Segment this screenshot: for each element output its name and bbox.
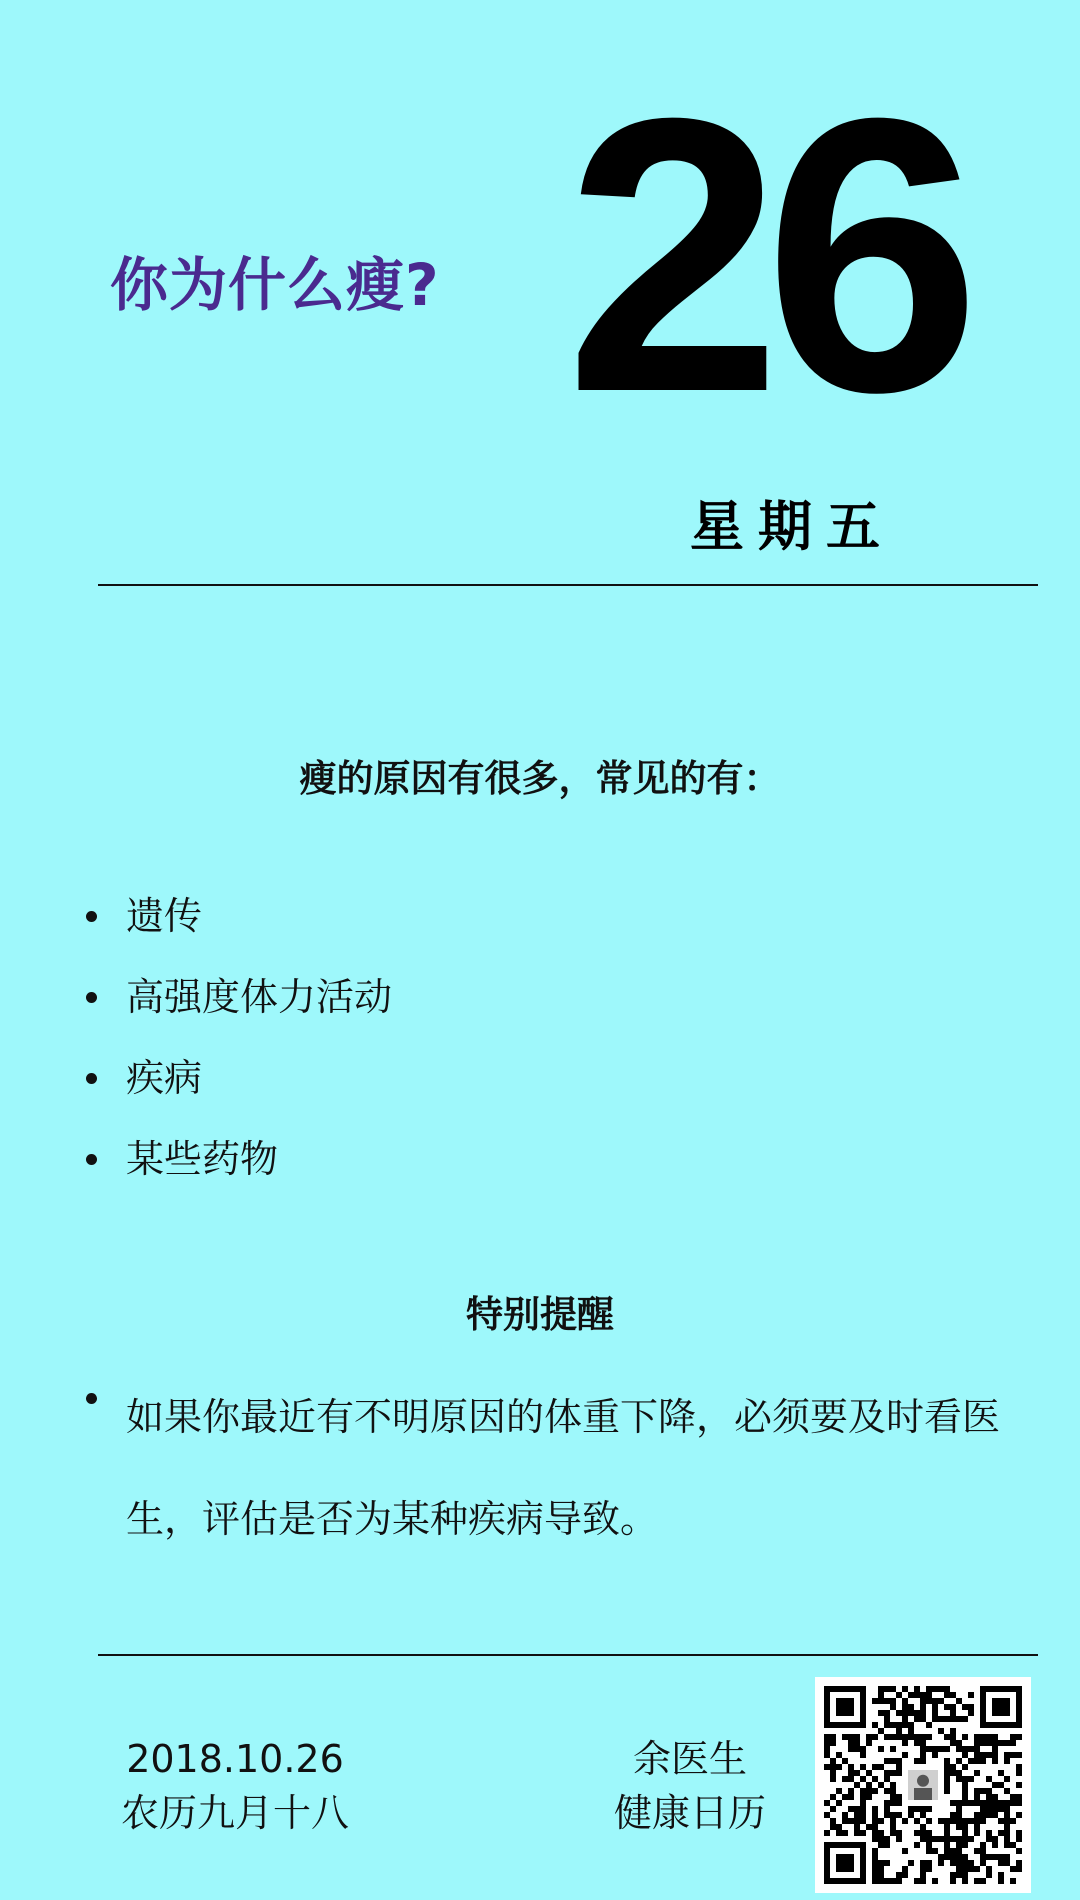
bullet-icon: [86, 1154, 97, 1165]
solar-date: 2018.10.26: [126, 1737, 344, 1781]
weekday-label: 星期五: [690, 495, 894, 558]
day-number: 26: [565, 37, 963, 473]
bullet-icon: [86, 1073, 97, 1084]
bullet-icon: [86, 992, 97, 1003]
top-divider: [98, 584, 1038, 586]
footer-dates: [110, 1732, 360, 1840]
list-item: [86, 1131, 392, 1212]
lunar-date: 农历九月十八: [120, 1791, 349, 1835]
reason-text: 高强度体力活动: [126, 975, 393, 1019]
list-item: [86, 888, 392, 969]
qr-code-graphic: [815, 1677, 1031, 1893]
brand-name: 余医生: [632, 1737, 747, 1781]
reminder-heading: 特别提醒: [466, 1293, 614, 1336]
page-title: 你为什么瘦?: [110, 251, 440, 319]
bottom-divider: [98, 1654, 1038, 1656]
list-item: [86, 969, 392, 1050]
brand-subtitle: 健康日历: [613, 1791, 766, 1835]
bullet-icon: [86, 1393, 97, 1404]
reminder-text: 如果你最近有不明原因的体重下降，必须要及时看医生，评估是否为某种疾病导致。: [126, 1395, 1001, 1541]
footer-brand: [600, 1732, 780, 1840]
reason-text: 疾病: [126, 1056, 203, 1100]
reason-text: 某些药物: [126, 1137, 279, 1181]
reason-list: [86, 888, 392, 1212]
bullet-icon: [86, 911, 97, 922]
qr-code-icon: [815, 1677, 1031, 1893]
intro-heading: 瘦的原因有很多，常见的有：: [299, 757, 781, 800]
reason-text: 遗传: [126, 894, 203, 938]
list-item: [86, 1050, 392, 1131]
